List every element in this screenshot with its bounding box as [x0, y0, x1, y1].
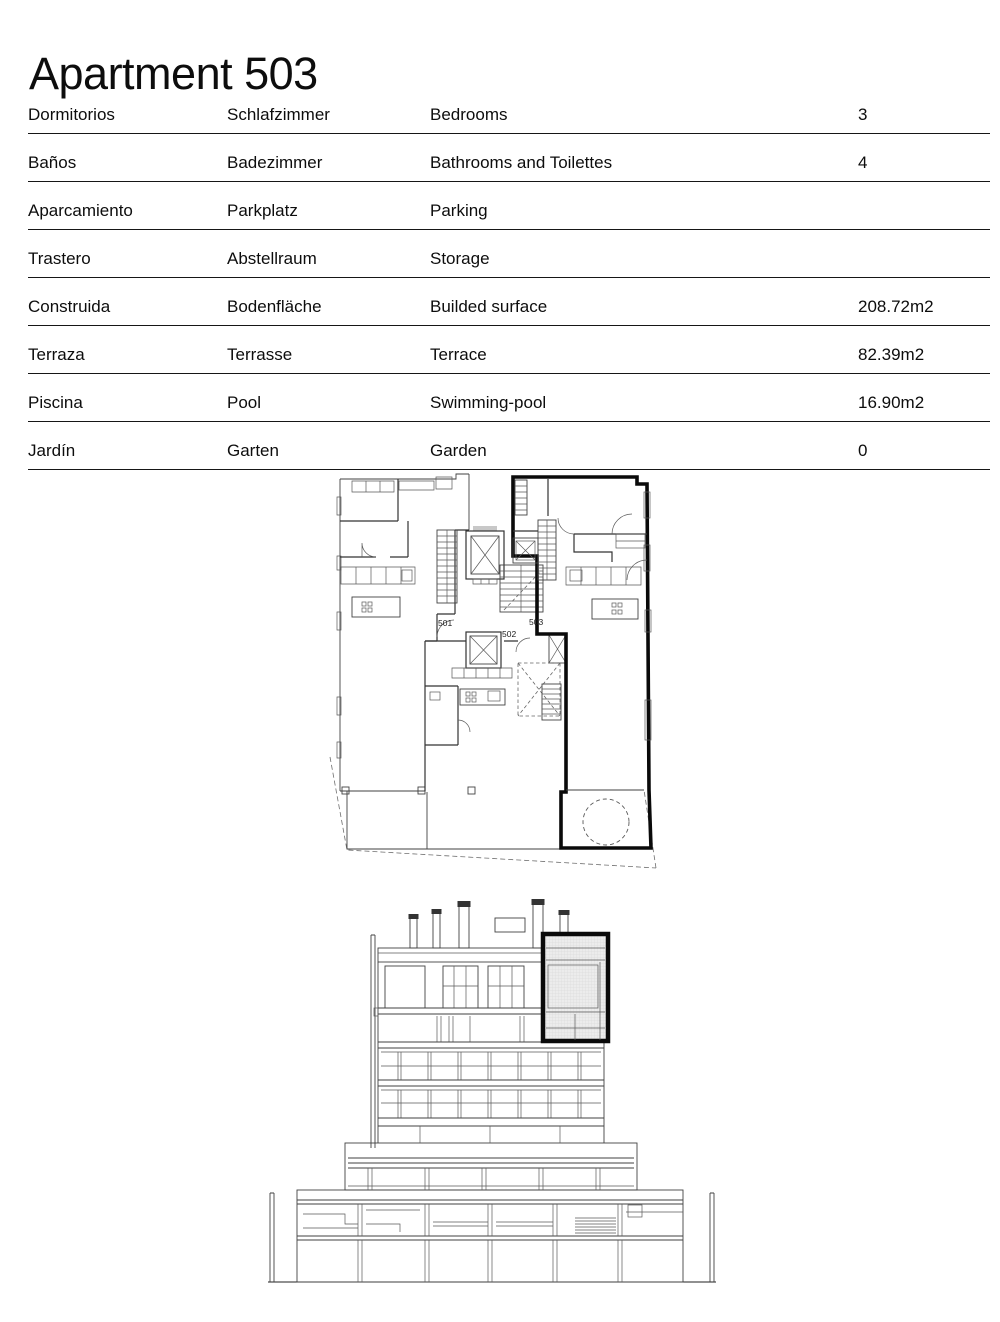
- spec-row: [28, 326, 990, 374]
- spec-es: Construida: [28, 278, 227, 326]
- spec-value: 0: [858, 422, 990, 470]
- spec-en: Parking: [430, 182, 858, 230]
- spec-es: Aparcamiento: [28, 182, 227, 230]
- spec-de: Abstellraum: [227, 230, 430, 278]
- cooktop-icon: [612, 603, 622, 614]
- spec-de: Terrasse: [227, 326, 430, 374]
- spec-de: Bodenfläche: [227, 278, 430, 326]
- unit-label-501: 501: [438, 618, 453, 628]
- spec-value: 3: [858, 86, 990, 134]
- spec-de: Schlafzimmer: [227, 86, 430, 134]
- elevation-structure: [268, 935, 716, 1282]
- spec-es: Dormitorios: [28, 86, 227, 134]
- spec-en: Terrace: [430, 326, 858, 374]
- spec-row: [28, 86, 990, 134]
- spec-es: Trastero: [28, 230, 227, 278]
- spec-value: 4: [858, 134, 990, 182]
- spec-row: [28, 134, 990, 182]
- spec-value: [858, 182, 990, 230]
- spec-en: Swimming-pool: [430, 374, 858, 422]
- spec-es: Baños: [28, 134, 227, 182]
- spec-es: Piscina: [28, 374, 227, 422]
- spec-row: [28, 182, 990, 230]
- spec-de: Garten: [227, 422, 430, 470]
- spec-table: [28, 86, 990, 470]
- spec-en: Bathrooms and Toilettes: [430, 134, 858, 182]
- spec-row: [28, 230, 990, 278]
- spec-en: Garden: [430, 422, 858, 470]
- spec-value: 16.90m2: [858, 374, 990, 422]
- spec-en: Builded surface: [430, 278, 858, 326]
- kitchen-island: [592, 599, 638, 619]
- spec-value: 82.39m2: [858, 326, 990, 374]
- spec-en: Storage: [430, 230, 858, 278]
- spec-es: Jardín: [28, 422, 227, 470]
- unit-503-highlight-box: [543, 934, 608, 1041]
- spec-de: Pool: [227, 374, 430, 422]
- spec-row: [28, 278, 990, 326]
- spec-value: [858, 230, 990, 278]
- pool-circle: [583, 799, 629, 845]
- unit-label-502: 502: [502, 629, 517, 639]
- spec-de: Badezimmer: [227, 134, 430, 182]
- spec-value: 208.72m2: [858, 278, 990, 326]
- page-title: Apartment 503: [29, 48, 318, 100]
- spec-en: Bedrooms: [430, 86, 858, 134]
- spec-es: Terraza: [28, 326, 227, 374]
- spec-row: [28, 374, 990, 422]
- floor-plan: [325, 462, 670, 872]
- unit-label-503: 503: [529, 617, 544, 627]
- building-elevation: [263, 895, 718, 1290]
- spec-de: Parkplatz: [227, 182, 430, 230]
